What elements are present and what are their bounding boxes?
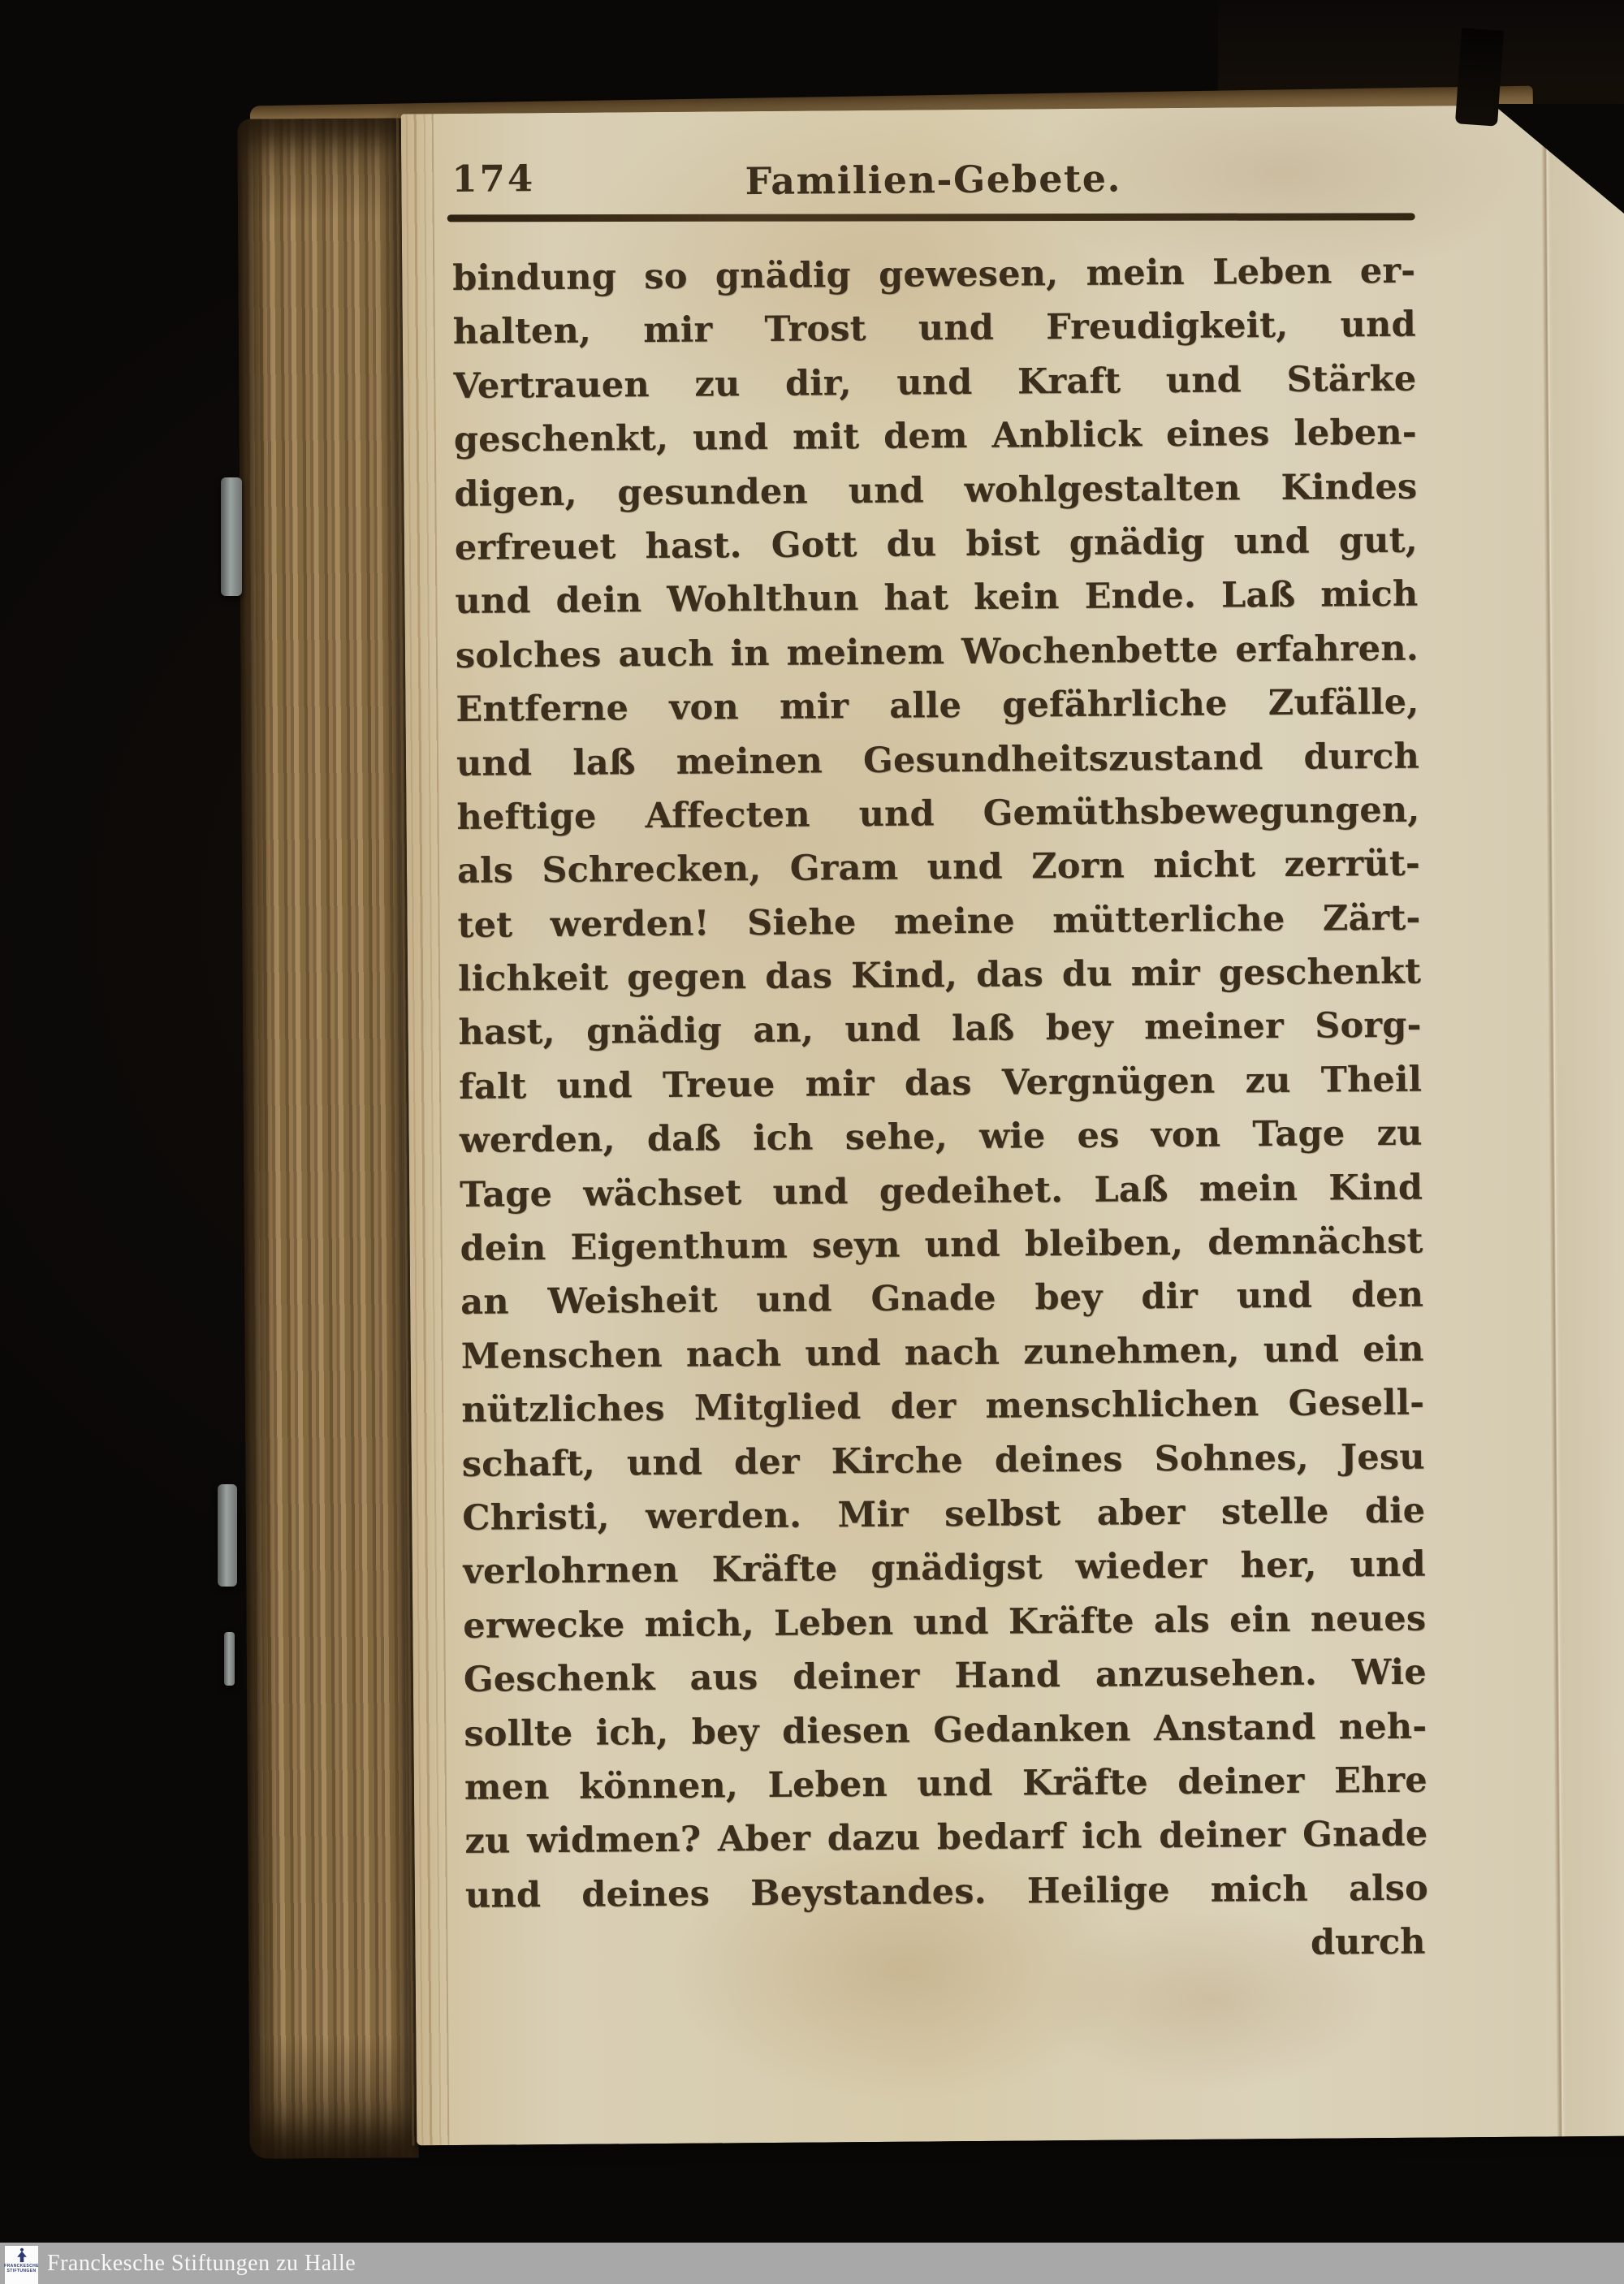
- text-line: tet werden! Siehe meine mütterliche Zärt-: [457, 897, 1421, 946]
- text-line: Tage wächset und gedeihet. Laß mein Kind: [459, 1167, 1423, 1215]
- text-block: [452, 244, 1429, 1977]
- text-line: und dein Wohlthun hat kein Ende. Laß mich: [455, 573, 1419, 623]
- binding-shadow: [1455, 28, 1504, 126]
- catchword: durch: [1310, 1921, 1426, 1963]
- text-line: falt und Treue mir das Vergnügen zu Theil: [458, 1059, 1423, 1107]
- book-clasp: [221, 477, 242, 596]
- text-line: hast, gnädig an, und laß bey meiner Sorg-: [458, 1005, 1422, 1054]
- text-line: Menschen nach und nach zunehmen, und ein: [460, 1328, 1424, 1377]
- text-line: als Schrecken, Gram und Zorn nicht zerrüt-: [456, 843, 1421, 892]
- text-line: digen, gesunden und wohlgestalten Kindes: [454, 466, 1418, 515]
- text-line: Entferne von mir alle gefährliche Zufälle,: [456, 681, 1419, 731]
- text-line: bindung so gnädig gewesen, mein Leben er-: [452, 250, 1416, 299]
- text-line: erfreuet hast. Gott du bist gnädig und gut,: [454, 520, 1419, 568]
- page-number: 174: [451, 157, 536, 201]
- page-header: [451, 150, 1415, 209]
- book-clasp: [224, 1632, 235, 1686]
- text-line: heftige Affecten und Gemüthsbewegungen,: [456, 789, 1420, 838]
- text-line: nützliches Mitglied der menschlichen Gesell-: [461, 1382, 1425, 1431]
- franckesche-emblem-icon: [15, 2247, 29, 2264]
- credit-label: Franckesche Stiftungen zu Halle: [47, 2251, 356, 2276]
- text-line: sollte ich, bey diesen Gedanken Anstand neh-: [464, 1706, 1427, 1755]
- text-line: und deines Beystandes. Heilige mich also: [464, 1867, 1429, 1916]
- text-line: Vertrauen zu dir, und Kraft und Stärke: [453, 358, 1417, 407]
- text-line: werden, daß ich sehe, wie es von Tage zu: [459, 1112, 1423, 1162]
- text-line: verlohrnen Kräfte gnädigst wieder her, und: [462, 1544, 1426, 1593]
- text-line: solches auch in meinem Wochenbette erfahren.: [455, 628, 1419, 676]
- book-clasp: [218, 1484, 237, 1587]
- text-line: und laß meinen Gesundheitszustand durch: [456, 736, 1420, 784]
- text-line: zu widmen? Aber dazu bedarf ich deiner Gnade: [464, 1813, 1428, 1863]
- text-line: erwecke mich, Leben und Kräfte als ein neues: [463, 1598, 1427, 1647]
- text-line: geschenkt, und mit dem Anblick eines leben-: [453, 412, 1418, 461]
- running-title: Familien-Gebete.: [745, 156, 1122, 204]
- text-line: Geschenk aus deiner Hand anzusehen. Wie: [463, 1651, 1427, 1701]
- text-line: men können, Leben und Kräfte deiner Ehre: [464, 1759, 1428, 1808]
- header-rule: [447, 213, 1415, 222]
- text-line: halten, mir Trost und Freudigkeit, und: [452, 304, 1416, 353]
- institution-logo: [5, 2246, 38, 2284]
- logo-text-line2: STIFTUNGEN: [6, 2269, 37, 2273]
- logo-text-line1: FRANCKESCHE: [4, 2264, 39, 2269]
- book-fore-edge: [237, 118, 418, 2158]
- text-line: Christi, werden. Mir selbst aber stelle die: [462, 1490, 1426, 1539]
- book-page: [401, 105, 1624, 2146]
- text-line: dein Eigenthum seyn und bleiben, demnächst: [460, 1220, 1423, 1269]
- text-line: lichkeit gegen das Kind, das du mir geschenkt: [457, 951, 1422, 1000]
- text-line: schaft, und der Kirche deines Sohnes, Jesu: [461, 1436, 1425, 1485]
- text-line: an Weisheit und Gnade bey dir und den: [460, 1275, 1424, 1323]
- credit-bar: [0, 2243, 1624, 2284]
